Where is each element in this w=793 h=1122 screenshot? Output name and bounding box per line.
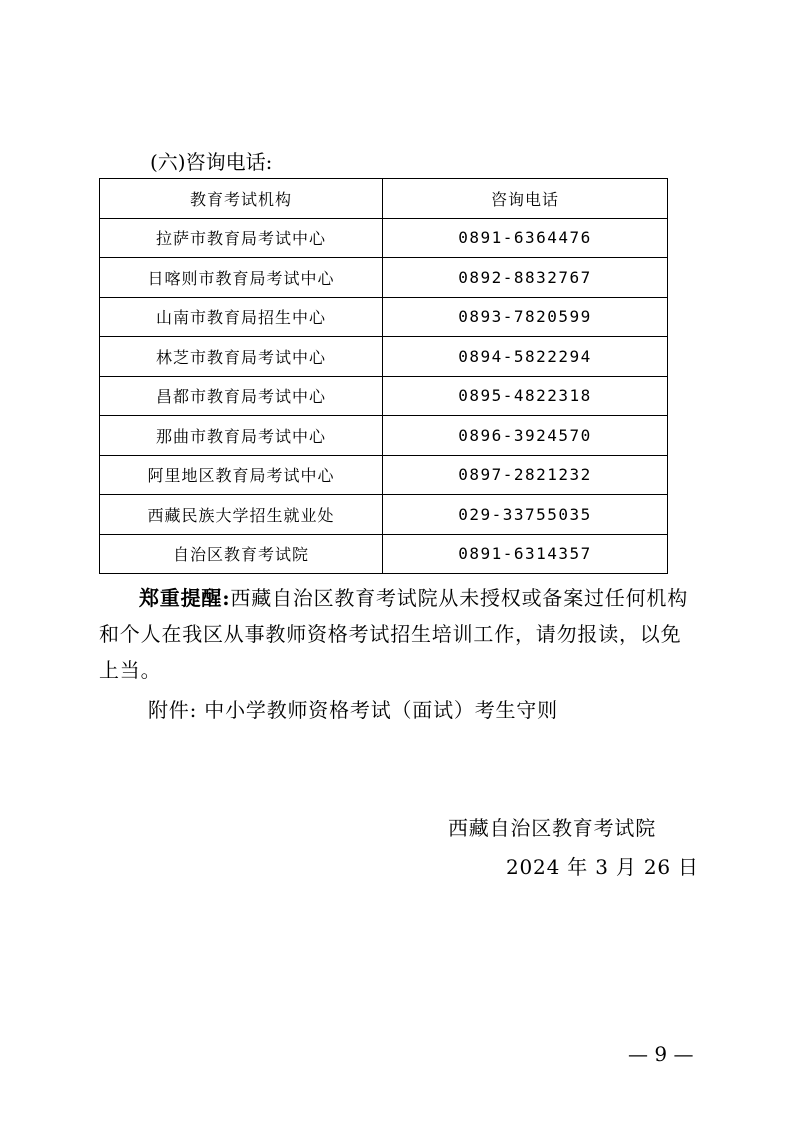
table-row [100, 218, 668, 258]
header-phone: 咨询电话 [383, 179, 668, 219]
issue-date: 2024 年 3 月 26 日 [506, 855, 699, 879]
organization-cell: 山南市教育局招生中心 [100, 297, 383, 337]
section-title: (六)咨询电话: [150, 150, 273, 174]
phone-cell: 0897-2821232 [383, 455, 668, 495]
organization-cell: 西藏民族大学招生就业处 [100, 495, 383, 535]
organization-cell: 阿里地区教育局考试中心 [100, 455, 383, 495]
table-row [100, 455, 668, 495]
organization-cell: 拉萨市教育局考试中心 [100, 218, 383, 258]
phone-cell: 0894-5822294 [383, 337, 668, 377]
organization-cell: 林芝市教育局考试中心 [100, 337, 383, 377]
contact-table [99, 178, 668, 574]
table-row [100, 258, 668, 298]
notice-label: 郑重提醒: [139, 586, 231, 610]
phone-cell: 0891-6364476 [383, 218, 668, 258]
notice-paragraph [99, 580, 699, 688]
issuer-signature: 西藏自治区教育考试院 [448, 816, 656, 840]
page-number: — 9 — [628, 1042, 694, 1066]
phone-cell: 029-33755035 [383, 495, 668, 535]
organization-cell: 日喀则市教育局考试中心 [100, 258, 383, 298]
phone-cell: 0895-4822318 [383, 376, 668, 416]
phone-cell: 0893-7820599 [383, 297, 668, 337]
phone-cell: 0892-8832767 [383, 258, 668, 298]
table-row [100, 416, 668, 456]
notice-text: 西藏自治区教育考试院从未授权或备案过任何机构和个人在我区从事教师资格考试招生培训工作，请勿报读，以免上当。 [99, 586, 688, 682]
table-header-row [100, 179, 668, 219]
table-row [100, 297, 668, 337]
table-row [100, 534, 668, 574]
phone-cell: 0891-6314357 [383, 534, 668, 574]
attachment-line: 附件: 中小学教师资格考试（面试）考生守则 [148, 698, 558, 722]
table-row [100, 376, 668, 416]
organization-cell: 昌都市教育局考试中心 [100, 376, 383, 416]
organization-cell: 那曲市教育局考试中心 [100, 416, 383, 456]
header-organization: 教育考试机构 [100, 179, 383, 219]
table-row [100, 495, 668, 535]
table-row [100, 337, 668, 377]
phone-cell: 0896-3924570 [383, 416, 668, 456]
organization-cell: 自治区教育考试院 [100, 534, 383, 574]
